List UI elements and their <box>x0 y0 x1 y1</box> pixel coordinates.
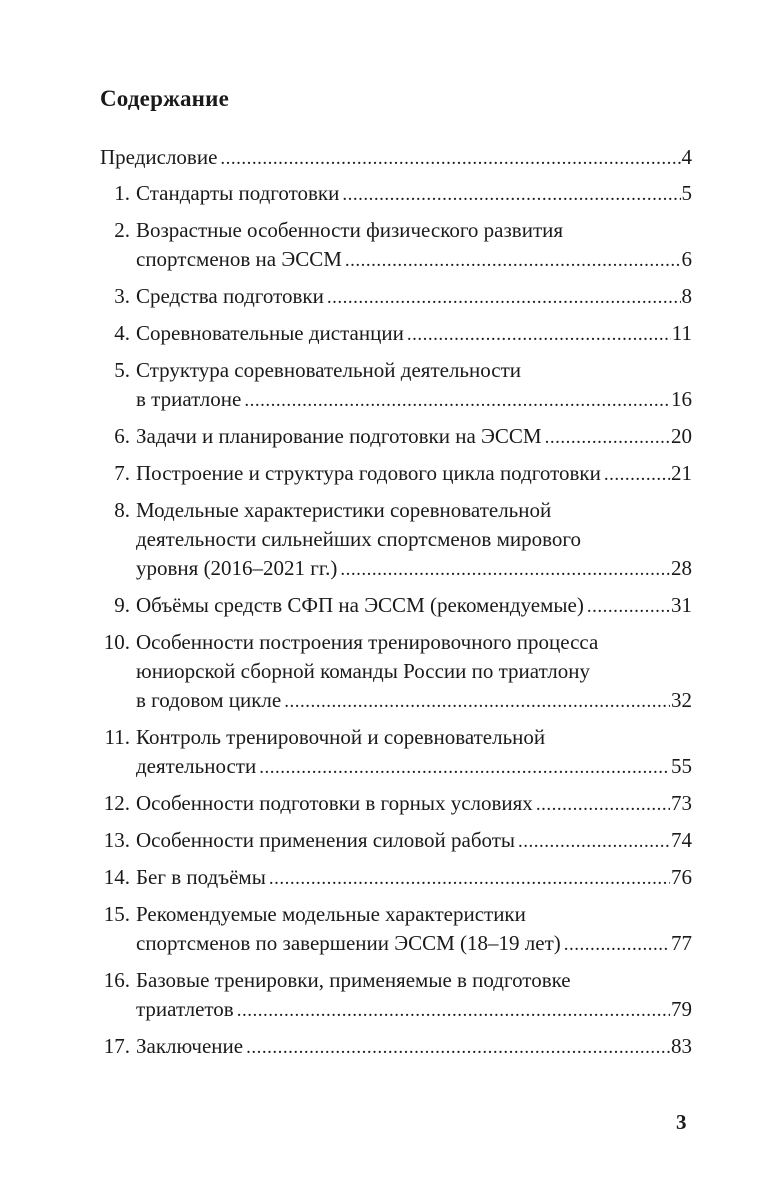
toc-entry-text: Рекомендуемые модельные характеристики <box>136 902 526 926</box>
toc-entries <box>100 179 692 1061</box>
toc-page-number: 28 <box>671 556 692 580</box>
toc-entry-text: в триатлоне <box>136 387 242 411</box>
toc-entry-number: 13. <box>103 828 130 852</box>
dot-leader <box>536 790 670 819</box>
toc-entry-text: юниорской сборной команды России по триатлону <box>136 659 590 683</box>
toc-page-number: 16 <box>671 387 692 411</box>
dot-leader <box>259 753 670 782</box>
toc-entry[interactable] <box>100 459 692 488</box>
toc-entry-text: Структура соревновательной деятельности <box>136 358 521 382</box>
toc-page-number: 6 <box>681 247 692 271</box>
toc-entry[interactable] <box>100 723 692 781</box>
toc-entry-text: в годовом цикле <box>136 688 282 712</box>
toc-entry-text: спортсменов по завершении ЭССМ (18–19 лет) <box>136 931 561 955</box>
toc-page-number: 20 <box>671 424 692 448</box>
dot-leader <box>269 864 670 893</box>
toc-entry-number: 11. <box>104 725 130 749</box>
toc-entry-text: спортсменов на ЭССМ <box>136 247 342 271</box>
dot-leader <box>284 687 670 716</box>
dot-leader <box>604 460 670 489</box>
dot-leader <box>518 827 670 856</box>
toc-entry-number: 9. <box>114 593 130 617</box>
toc-entry-text: Бег в подъёмы <box>136 865 266 889</box>
toc-entry[interactable] <box>100 966 692 1024</box>
toc-entry-text: Заключение <box>136 1034 244 1058</box>
toc-entry-text: Контроль тренировочной и соревновательной <box>136 725 546 749</box>
toc-entry[interactable] <box>100 216 692 274</box>
toc-entry-text: Возрастные особенности физического развития <box>136 218 564 242</box>
toc-page-number: 5 <box>681 181 692 205</box>
toc-page-number: 8 <box>681 284 692 308</box>
toc-entry-text: Средства подготовки <box>136 284 324 308</box>
toc-entry-text: деятельности <box>136 754 257 778</box>
dot-leader <box>340 555 670 584</box>
toc-title: Содержание <box>100 86 229 111</box>
dot-leader <box>564 930 670 959</box>
toc-entry-number: 17. <box>103 1034 130 1058</box>
toc-entry[interactable] <box>100 789 692 818</box>
toc-entry-number: 5. <box>114 358 130 382</box>
toc-entry-number: 4. <box>114 321 130 345</box>
toc-page-number: 11 <box>671 321 692 345</box>
toc-entry-number: 14. <box>103 865 130 889</box>
toc-entry-text: Задачи и планирование подготовки на ЭССМ <box>136 424 542 448</box>
toc-entry[interactable] <box>100 179 692 208</box>
toc-entry-text: Особенности подготовки в горных условиях <box>136 791 533 815</box>
toc-entry-number: 16. <box>103 968 130 992</box>
toc-entry-text: Базовые тренировки, применяемые в подготовке <box>136 968 571 992</box>
toc-entry-text: Стандарты подготовки <box>136 181 340 205</box>
toc-entry[interactable] <box>100 282 692 311</box>
toc-page-number: 77 <box>671 931 692 955</box>
toc-entry-number: 3. <box>114 284 130 308</box>
dot-leader <box>407 320 671 349</box>
toc-entry-text: Соревновательные дистанции <box>136 321 404 345</box>
toc-entry[interactable] <box>100 826 692 855</box>
dot-leader <box>345 246 681 275</box>
toc-entry-number: 7. <box>114 461 130 485</box>
toc-entry[interactable] <box>100 900 692 958</box>
toc-entry-text: триатлетов <box>136 997 234 1021</box>
dot-leader <box>237 996 670 1025</box>
toc-entry-number: 6. <box>114 424 130 448</box>
dot-leader <box>246 1033 670 1062</box>
toc-entry[interactable] <box>100 319 692 348</box>
toc-entry-text: Модельные характеристики соревновательной <box>136 498 552 522</box>
toc-page-number: 4 <box>681 145 692 169</box>
dot-leader <box>244 386 670 415</box>
toc-page-number: 21 <box>671 461 692 485</box>
toc-entry-text: Предисловие <box>100 145 218 169</box>
toc-page-number: 74 <box>671 828 692 852</box>
toc-entry-number: 8. <box>114 498 130 522</box>
toc-entry-number: 10. <box>103 630 130 654</box>
toc-entry[interactable] <box>100 1032 692 1061</box>
toc-entry[interactable] <box>100 591 692 620</box>
toc-page-number: 55 <box>671 754 692 778</box>
toc-entry-text: деятельности сильнейших спортсменов мирового <box>136 527 581 551</box>
toc-page-number: 76 <box>671 865 692 889</box>
page-number: 3 <box>676 1110 687 1134</box>
dot-leader <box>220 144 680 173</box>
toc-page-number: 73 <box>671 791 692 815</box>
toc-entry-number: 1. <box>114 181 130 205</box>
toc-entry[interactable] <box>100 496 692 583</box>
toc-entry-number: 2. <box>114 218 130 242</box>
dot-leader <box>545 423 670 452</box>
toc-entry-text: Построение и структура годового цикла подготовки <box>136 461 601 485</box>
toc-page-number: 31 <box>671 593 692 617</box>
toc-entry-text: уровня (2016–2021 гг.) <box>136 556 338 580</box>
toc-entry[interactable] <box>100 422 692 451</box>
dot-leader <box>587 592 670 621</box>
toc-entry-number: 15. <box>103 902 130 926</box>
dot-leader <box>342 180 680 209</box>
toc-page-number: 79 <box>671 997 692 1021</box>
toc-page-number: 32 <box>671 688 692 712</box>
toc-entry-preface[interactable] <box>100 143 692 172</box>
toc-page-number: 83 <box>671 1034 692 1058</box>
table-of-contents <box>100 143 692 1069</box>
toc-entry[interactable] <box>100 356 692 414</box>
toc-entry-number: 12. <box>103 791 130 815</box>
toc-entry[interactable] <box>100 863 692 892</box>
toc-entry-text: Особенности применения силовой работы <box>136 828 516 852</box>
toc-entry-text: Объёмы средств СФП на ЭССМ (рекомендуемые) <box>136 593 584 617</box>
toc-entry-text: Особенности построения тренировочного процесса <box>136 630 599 654</box>
toc-entry[interactable] <box>100 628 692 715</box>
dot-leader <box>327 283 681 312</box>
